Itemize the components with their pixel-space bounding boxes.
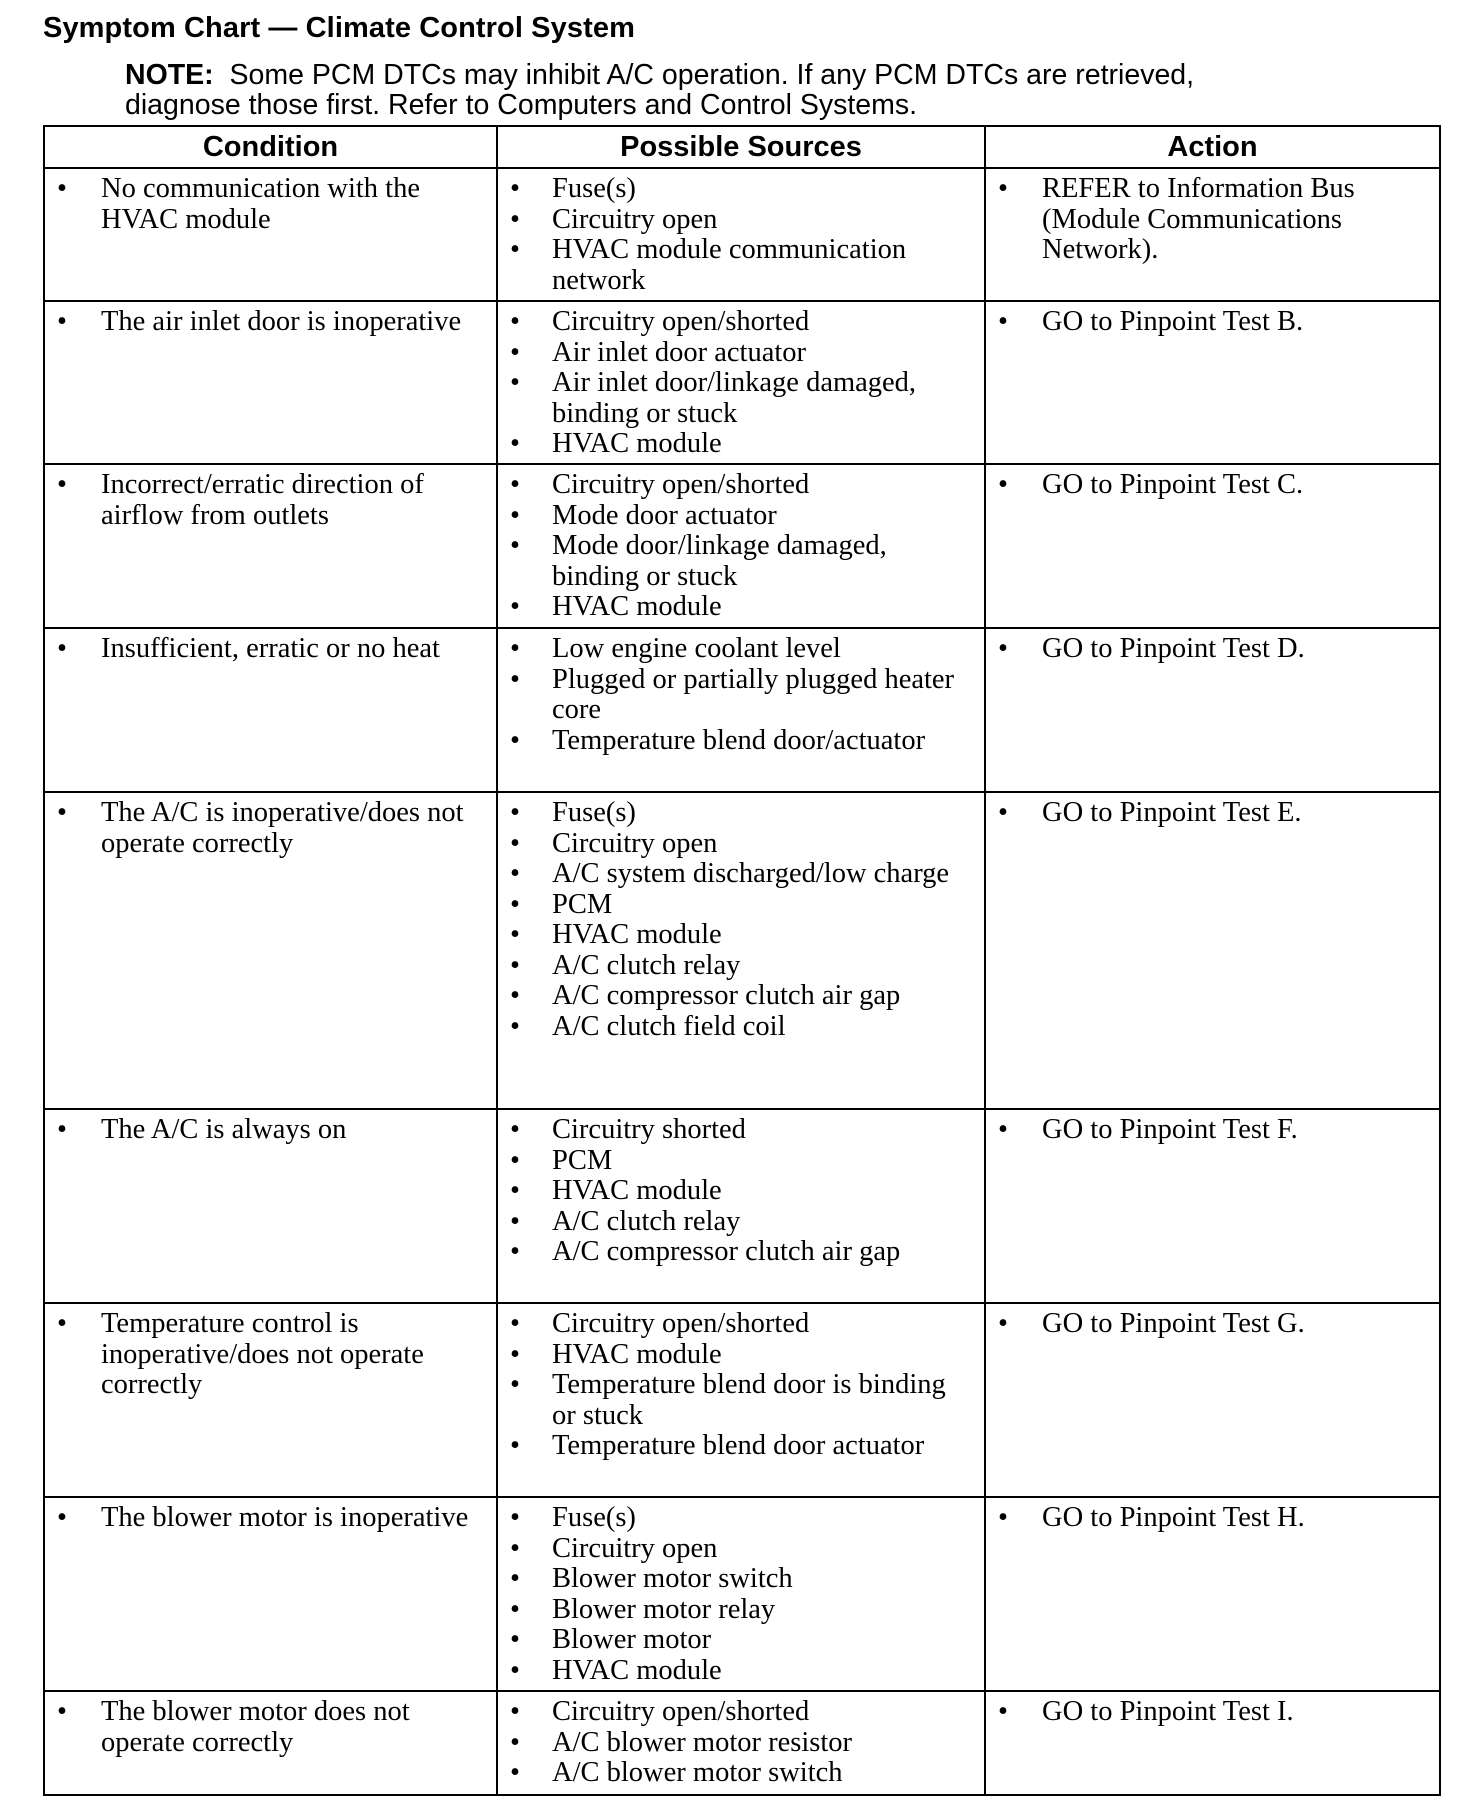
possible-source-item: • A/C compressor clutch air gap bbox=[506, 1237, 976, 1268]
possible-source-item: • Fuse(s) bbox=[506, 174, 976, 205]
possible-source-item: • Blower motor switch bbox=[506, 1564, 976, 1595]
condition-text: • Temperature control is inoperative/does not operate correctly bbox=[53, 1309, 488, 1401]
header-action: Action bbox=[985, 126, 1440, 168]
possible-source-item: • HVAC module communication network bbox=[506, 235, 976, 296]
possible-source-item: • Circuitry open/shorted bbox=[506, 307, 976, 338]
possible-source-item: • HVAC module bbox=[506, 1176, 976, 1207]
possible-source-item: • Plugged or partially plugged heater core bbox=[506, 665, 976, 726]
condition-cell bbox=[44, 1497, 497, 1691]
possible-source-item: • A/C clutch field coil bbox=[506, 1012, 976, 1043]
action-text: • GO to Pinpoint Test C. bbox=[994, 470, 1431, 501]
condition-cell bbox=[44, 1109, 497, 1303]
condition-text: • The blower motor is inoperative bbox=[53, 1503, 488, 1534]
possible-sources-cell bbox=[497, 1497, 985, 1691]
possible-source-item: • Circuitry shorted bbox=[506, 1115, 976, 1146]
condition-cell bbox=[44, 168, 497, 301]
condition-cell bbox=[44, 628, 497, 792]
note-label: NOTE: bbox=[125, 59, 214, 91]
possible-source-item: • Mode door/linkage damaged, binding or stuck bbox=[506, 531, 976, 592]
possible-sources-cell bbox=[497, 464, 985, 628]
action-cell bbox=[985, 464, 1440, 628]
possible-sources-cell bbox=[497, 628, 985, 792]
possible-sources-cell bbox=[497, 1691, 985, 1795]
possible-source-item: • Circuitry open/shorted bbox=[506, 1697, 976, 1728]
action-text: • GO to Pinpoint Test B. bbox=[994, 307, 1431, 338]
symptom-chart-table bbox=[43, 125, 1441, 1796]
condition-text: • The A/C is always on bbox=[53, 1115, 488, 1146]
condition-cell bbox=[44, 1303, 497, 1497]
note-text-1: Some PCM DTCs may inhibit A/C operation. If any PCM DTCs are retrieved, bbox=[229, 59, 1195, 91]
possible-source-item: • A/C compressor clutch air gap bbox=[506, 981, 976, 1012]
possible-source-item: • A/C blower motor switch bbox=[506, 1758, 976, 1789]
action-cell bbox=[985, 628, 1440, 792]
action-cell bbox=[985, 168, 1440, 301]
possible-source-item: • Temperature blend door actuator bbox=[506, 1431, 976, 1462]
possible-source-item: • Temperature blend door/actuator bbox=[506, 726, 976, 757]
table-header-row bbox=[44, 126, 1440, 168]
condition-text: • The blower motor does not operate correctly bbox=[53, 1697, 488, 1758]
table-row bbox=[44, 792, 1440, 1109]
table-row bbox=[44, 628, 1440, 792]
possible-source-item: • Circuitry open bbox=[506, 1534, 976, 1565]
possible-source-item: • Fuse(s) bbox=[506, 798, 976, 829]
table-body bbox=[44, 168, 1440, 1795]
action-text: • REFER to Information Bus (Module Communications Network). bbox=[994, 174, 1431, 266]
possible-source-item: • Circuitry open/shorted bbox=[506, 470, 976, 501]
condition-text: • The A/C is inoperative/does not operate correctly bbox=[53, 798, 488, 859]
possible-source-item: • Air inlet door actuator bbox=[506, 338, 976, 369]
possible-source-item: • Circuitry open/shorted bbox=[506, 1309, 976, 1340]
possible-source-item: • PCM bbox=[506, 1146, 976, 1177]
condition-text: • The air inlet door is inoperative bbox=[53, 307, 488, 338]
possible-source-item: • HVAC module bbox=[506, 1656, 976, 1687]
note-line-1 bbox=[125, 60, 1325, 90]
possible-source-item: • Circuitry open bbox=[506, 829, 976, 860]
possible-source-item: • HVAC module bbox=[506, 429, 976, 460]
possible-sources-cell bbox=[497, 301, 985, 464]
possible-source-item: • A/C system discharged/low charge bbox=[506, 859, 976, 890]
table-row bbox=[44, 168, 1440, 301]
condition-cell bbox=[44, 1691, 497, 1795]
action-cell bbox=[985, 792, 1440, 1109]
possible-source-item: • A/C clutch relay bbox=[506, 951, 976, 982]
table-row bbox=[44, 301, 1440, 464]
action-cell bbox=[985, 1303, 1440, 1497]
action-text: • GO to Pinpoint Test H. bbox=[994, 1503, 1431, 1534]
table-row bbox=[44, 464, 1440, 628]
table-row bbox=[44, 1109, 1440, 1303]
possible-source-item: • A/C blower motor resistor bbox=[506, 1728, 976, 1759]
possible-source-item: • Circuitry open bbox=[506, 205, 976, 236]
action-cell bbox=[985, 1497, 1440, 1691]
note-line-2: diagnose those first. Refer to Computers and Control Systems. bbox=[125, 89, 918, 121]
action-cell bbox=[985, 1691, 1440, 1795]
action-text: • GO to Pinpoint Test F. bbox=[994, 1115, 1431, 1146]
possible-source-item: • Blower motor relay bbox=[506, 1595, 976, 1626]
action-cell bbox=[985, 301, 1440, 464]
condition-text: • Incorrect/erratic direction of airflow from outlets bbox=[53, 470, 488, 531]
note-block bbox=[125, 60, 1325, 120]
action-text: • GO to Pinpoint Test I. bbox=[994, 1697, 1431, 1728]
possible-sources-cell bbox=[497, 168, 985, 301]
table-row bbox=[44, 1691, 1440, 1795]
possible-source-item: • Air inlet door/linkage damaged, binding or stuck bbox=[506, 368, 976, 429]
condition-cell bbox=[44, 464, 497, 628]
header-condition: Condition bbox=[44, 126, 497, 168]
possible-source-item: • Fuse(s) bbox=[506, 1503, 976, 1534]
possible-source-item: • Blower motor bbox=[506, 1625, 976, 1656]
possible-source-item: • A/C clutch relay bbox=[506, 1207, 976, 1238]
action-text: • GO to Pinpoint Test G. bbox=[994, 1309, 1431, 1340]
condition-text: • No communication with the HVAC module bbox=[53, 174, 488, 235]
condition-cell bbox=[44, 301, 497, 464]
possible-source-item: • PCM bbox=[506, 890, 976, 921]
condition-text: • Insufficient, erratic or no heat bbox=[53, 634, 488, 665]
possible-sources-cell bbox=[497, 792, 985, 1109]
condition-cell bbox=[44, 792, 497, 1109]
possible-source-item: • Mode door actuator bbox=[506, 501, 976, 532]
action-text: • GO to Pinpoint Test D. bbox=[994, 634, 1431, 665]
table-row bbox=[44, 1497, 1440, 1691]
possible-sources-cell bbox=[497, 1303, 985, 1497]
table-row bbox=[44, 1303, 1440, 1497]
action-text: • GO to Pinpoint Test E. bbox=[994, 798, 1431, 829]
possible-source-item: • HVAC module bbox=[506, 920, 976, 951]
page-title: Symptom Chart — Climate Control System bbox=[43, 12, 635, 44]
possible-source-item: • HVAC module bbox=[506, 1340, 976, 1371]
possible-source-item: • Temperature blend door is binding or stuck bbox=[506, 1370, 976, 1431]
possible-sources-cell bbox=[497, 1109, 985, 1303]
header-possible-sources: Possible Sources bbox=[497, 126, 985, 168]
possible-source-item: • HVAC module bbox=[506, 592, 976, 623]
action-cell bbox=[985, 1109, 1440, 1303]
possible-source-item: • Low engine coolant level bbox=[506, 634, 976, 665]
